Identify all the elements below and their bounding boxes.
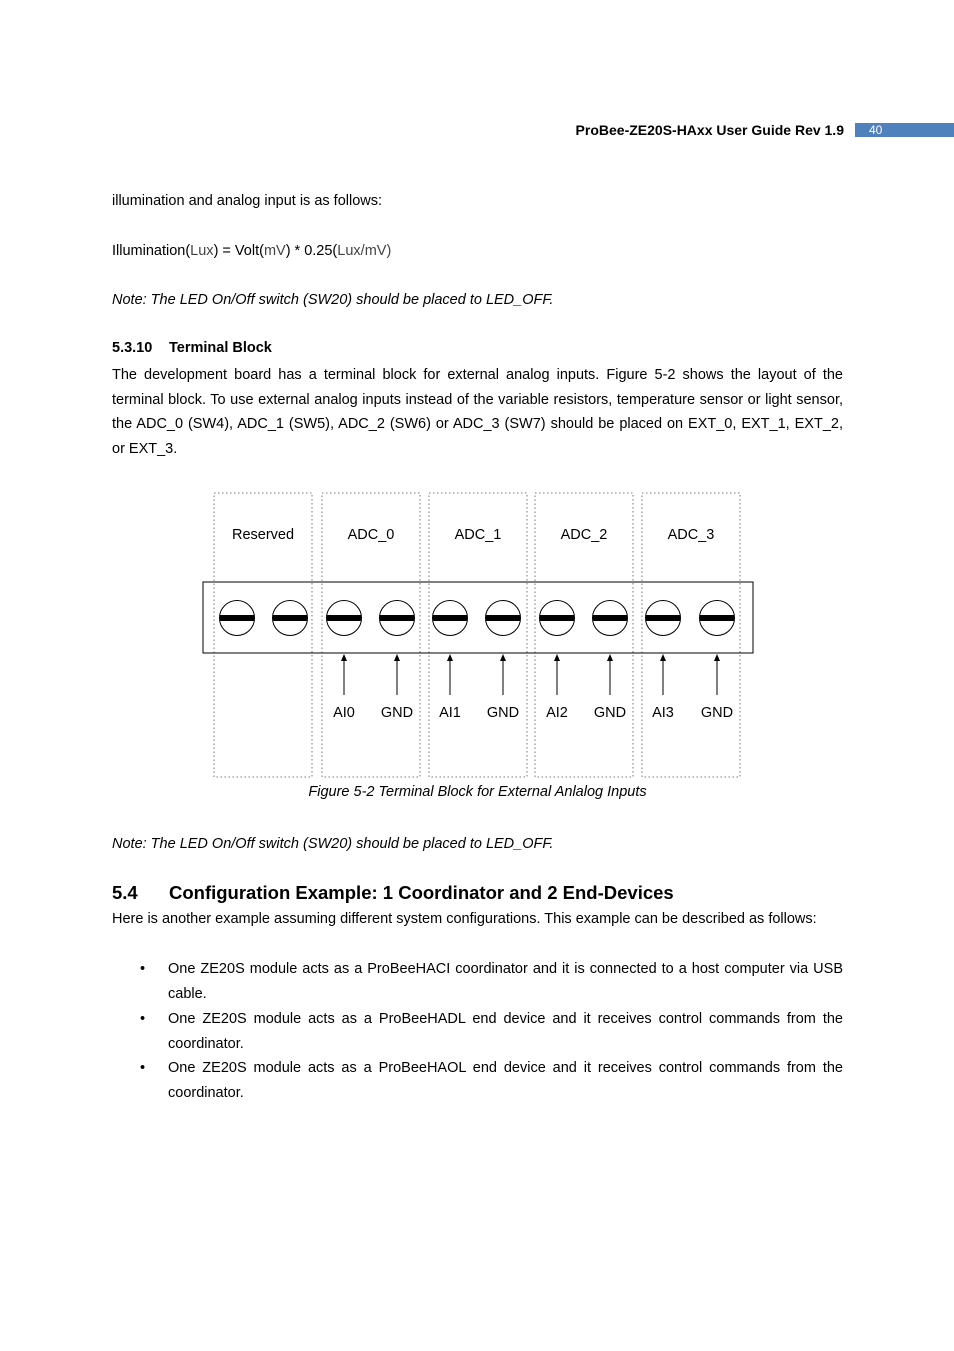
note-led-switch-2: Note: The LED On/Off switch (SW20) should be placed to LED_OFF. [112,836,554,852]
pin-arrow-head [714,654,720,661]
formula-unit-mv: mV [263,243,286,259]
list-item: One ZE20S module acts as a ProBeeHADL end device and it receives control commands from the coordinator. [168,1011,843,1052]
terminal-group-label: Reserved [231,527,295,543]
terminal-group-label: ADC_3 [667,527,715,543]
pin-label: GND [700,705,734,721]
pin-arrow-head [447,654,453,661]
pin-label: GND [380,705,414,721]
screw-slot [486,615,521,621]
subsection-title: Terminal Block [169,340,272,356]
pin-arrow-head [341,654,347,661]
terminal-group-label: ADC_0 [347,527,395,543]
bullet-marker: • [140,1060,146,1076]
pin-arrow-head [394,654,400,661]
pin-label: AI1 [439,705,461,721]
screw-slot [593,615,628,621]
terminal-screws [220,601,735,636]
screw-slot [220,615,255,621]
pin-arrow-head [660,654,666,661]
formula-end: ) [386,243,392,259]
pin-label: GND [593,705,627,721]
formula-mid1: ) = Volt( [213,243,264,259]
pin-label: GND [486,705,520,721]
formula-unit-lux: Lux [190,243,214,259]
screw-slot [646,615,681,621]
subsection-body: The development board has a terminal block for external analog inputs. Figure 5-2 shows the layout of the terminal block. To use external analog inputs instead of the variable resistors, temperature sensor or light sensor, the ADC_0 (SW4), ADC_1 (SW5), ADC_2 (SW6) or ADC_3 (SW7) should be placed on EXT_0, EXT_1, EXT_2, or EXT_3. [112,367,843,457]
pin-arrow-head [554,654,560,661]
section-number: 5.4 [112,882,138,903]
terminal-group-label: ADC_1 [454,527,502,543]
intro-line: illumination and analog input is as follows: [112,193,383,209]
terminal-block-diagram [200,490,756,782]
pin-arrow-head [500,654,506,661]
screw-slot [540,615,575,621]
note-led-switch: Note: The LED On/Off switch (SW20) should be placed to LED_OFF. [112,292,554,308]
pin-arrow-head [607,654,613,661]
screw-slot [433,615,468,621]
figure-caption: Figure 5-2 Terminal Block for External Anlalog Inputs [308,784,647,800]
illumination-formula [112,239,843,264]
screw-slot [327,615,362,621]
page-number-badge: 40 [855,123,954,137]
pin-labels [333,705,733,721]
bullet-marker: • [140,961,146,977]
screw-slot [380,615,415,621]
formula-mid2: ) * 0.25( [285,243,338,259]
pin-label: AI0 [333,705,355,721]
screw-slot [700,615,735,621]
list-item: One ZE20S module acts as a ProBeeHACI coordinator and it is connected to a host computer via USB cable. [168,961,843,1002]
subsection-number: 5.3.10 [112,340,153,356]
screw-slot [273,615,308,621]
list-item: One ZE20S module acts as a ProBeeHAOL end device and it receives control commands from the coordinator. [168,1060,843,1101]
formula-unit-luxmv: Lux/mV [337,243,387,259]
subsection-heading [112,340,272,356]
bullet-marker: • [140,1011,146,1027]
section-title: Configuration Example: 1 Coordinator and 2 End-Devices [169,882,674,903]
document-title: ProBee-ZE20S-HAxx User Guide Rev 1.9 [575,122,844,138]
pin-label: AI3 [652,705,674,721]
pin-arrows [341,654,720,695]
section-heading [112,882,674,904]
section-body: Here is another example assuming different system configurations. This example can be described as follows: [112,911,817,927]
formula-prefix: Illumination( [112,243,191,259]
terminal-group-label: ADC_2 [560,527,608,543]
pin-label: AI2 [546,705,568,721]
